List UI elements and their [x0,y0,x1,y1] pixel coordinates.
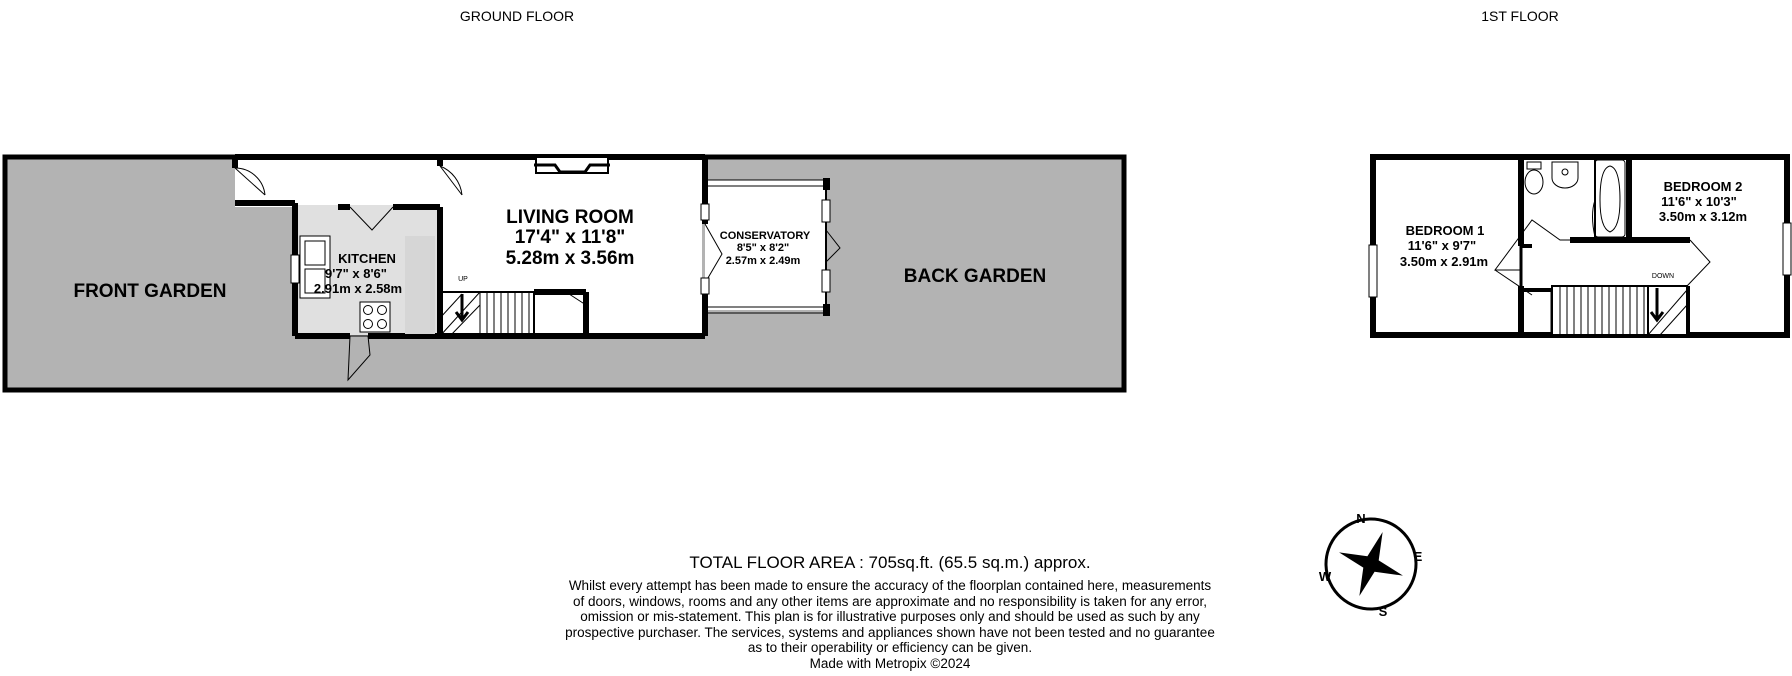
room-label-bedroom1 [1400,223,1488,269]
compass-e: E [1413,549,1423,564]
conservatory-name: CONSERVATORY [719,230,811,242]
conservatory-window [701,204,709,220]
bedroom2-imperial: 11'6" x 10'3" [1661,194,1737,209]
disclaimer [540,578,1240,671]
conservatory-metric: 2.57m x 2.49m [725,255,801,267]
disclaimer-line: Whilst every attempt has been made to ensure the accuracy of the floorplan contained here, measurements [568,578,1212,593]
bedroom1-name: BEDROOM 1 [1405,223,1485,238]
living-room-name: LIVING ROOM [506,207,634,228]
conservatory-window [822,270,830,292]
compass-s: S [1378,604,1388,619]
compass-w: W [1318,569,1332,584]
room-label-bedroom2 [1659,179,1747,224]
disclaimer-line: as to their operability or efficiency can be given. [747,640,1033,655]
room-label-back-garden [904,266,1047,287]
bedroom1-window [1369,245,1377,297]
stairs-down-label: DOWN [1651,273,1675,280]
conservatory-window [822,200,830,222]
bedroom1-imperial: 11'6" x 9'7" [1407,238,1477,253]
kitchen-name: KITCHEN [338,251,396,266]
bedroom2-window [1783,223,1791,275]
disclaimer-line: omission or mis-statement. This plan is for illustrative purposes only and should be used as such by any [580,609,1200,624]
kitchen-window [291,255,299,283]
bedroom2-name: BEDROOM 2 [1663,179,1743,194]
room-label-living-room [506,207,635,269]
kitchen-metric: 2.91m x 2.58m [313,281,403,296]
front-garden-name: FRONT GARDEN [73,281,227,302]
living-room-metric: 5.28m x 3.56m [505,248,635,269]
compass-n: N [1356,511,1366,526]
ground-floor-title: GROUND FLOOR [459,8,575,24]
compass-rose-icon [1313,506,1428,621]
stairs-up-label: UP [458,276,468,283]
bedroom2-metric: 3.50m x 3.12m [1658,209,1748,224]
disclaimer-line: prospective purchaser. The services, systems and appliances shown have not been tested and no guarantee [565,624,1215,640]
bedroom1-metric: 3.50m x 2.91m [1399,254,1489,269]
conservatory-window [701,278,709,294]
room-label-front-garden [73,281,226,302]
ground-floor-plan [5,157,1124,390]
total-floor-area: TOTAL FLOOR AREA : 705sq.ft. (65.5 sq.m.) approx. [689,553,1091,572]
first-floor-title: 1ST FLOOR [1481,8,1559,24]
living-room-imperial: 17'4" x 11'8" [514,227,626,248]
disclaimer-line: of doors, windows, rooms and any other items are approximate and no responsibility is taken for any error, [572,593,1208,609]
kitchen-imperial: 9'7" x 8'6" [325,266,387,281]
conservatory-imperial: 8'5" x 8'2" [736,242,790,254]
metropix-credit: Made with Metropix ©2024 [809,655,971,671]
first-floor-plan [1369,157,1791,335]
back-garden-name: BACK GARDEN [903,266,1047,287]
